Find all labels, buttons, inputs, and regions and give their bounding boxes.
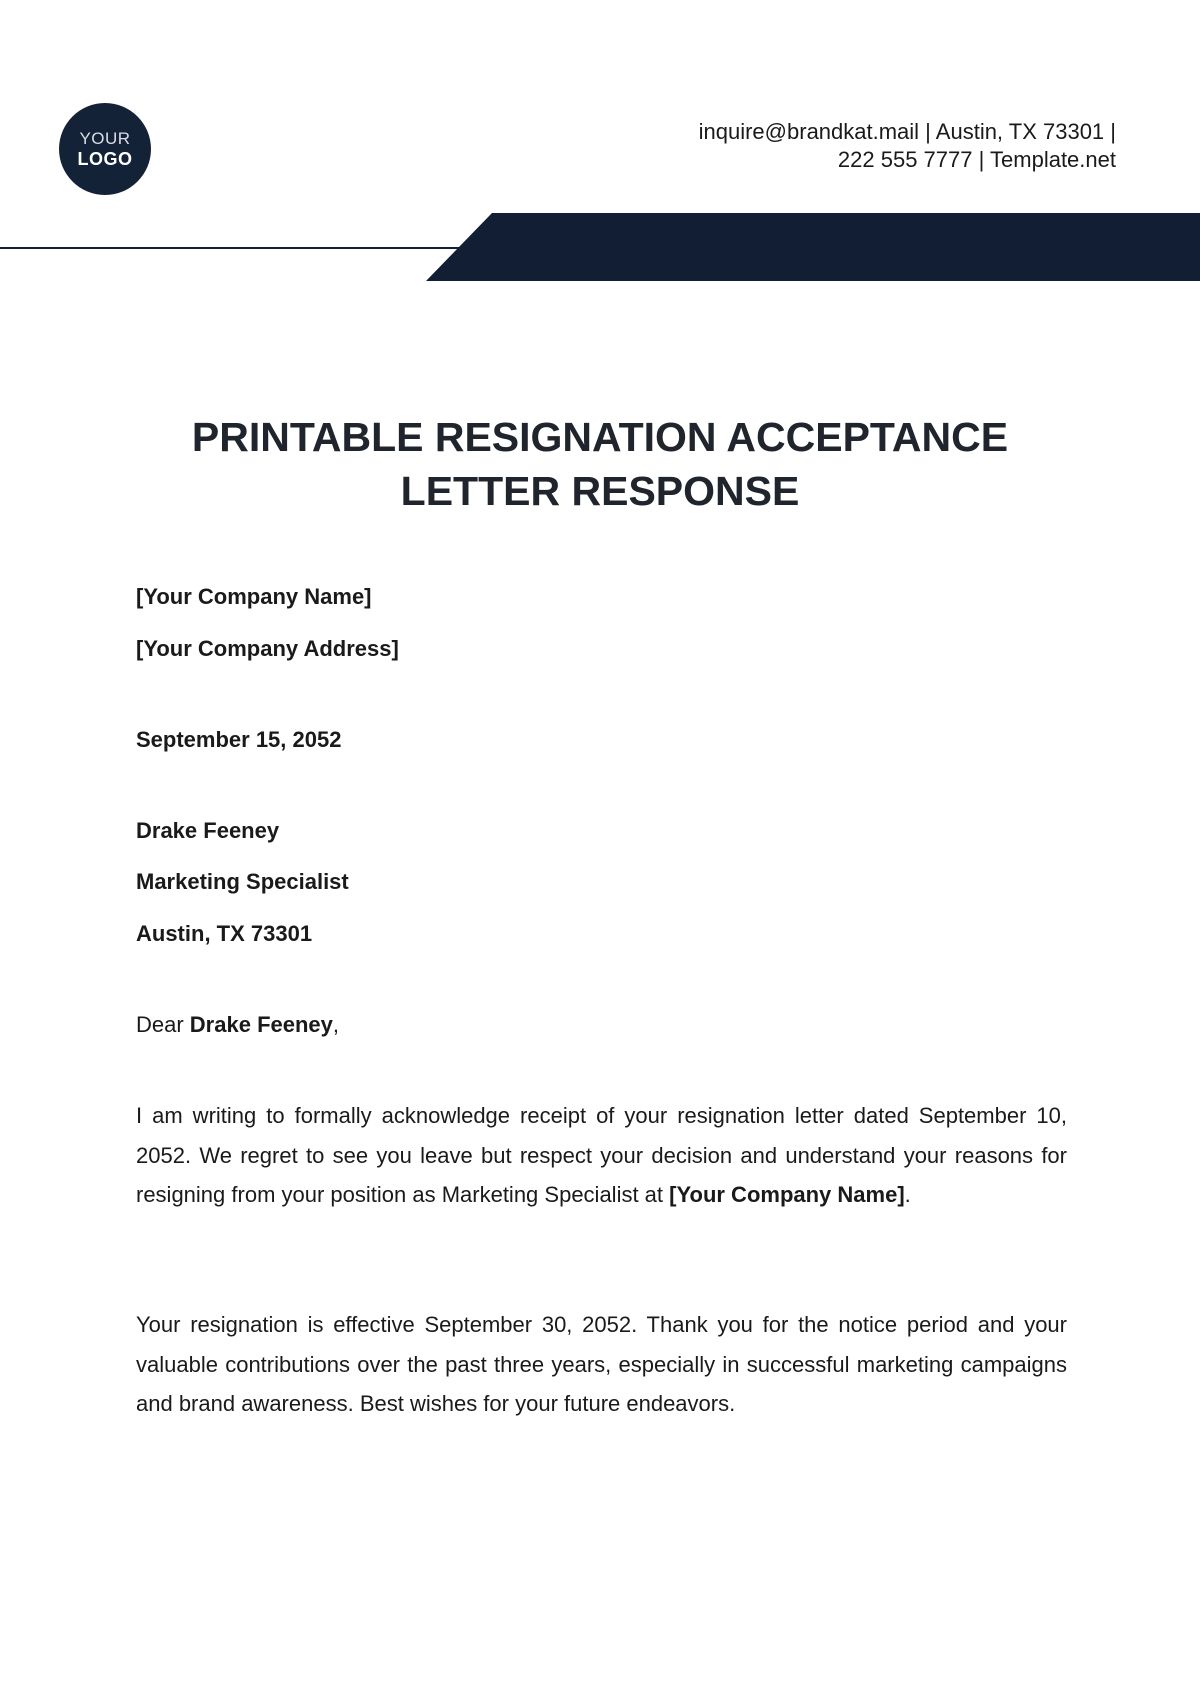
recipient-location: Austin, TX 73301: [136, 921, 313, 946]
salutation-suffix: ,: [332, 1012, 340, 1037]
paragraph-1-end: .: [904, 1182, 911, 1207]
salutation-prefix: Dear: [136, 1012, 190, 1037]
company-logo: [59, 103, 151, 195]
title-line-1: PRINTABLE RESIGNATION ACCEPTANCE: [191, 414, 1009, 460]
contact-info: [516, 118, 1116, 174]
recipient-title: Marketing Specialist: [136, 869, 349, 894]
salutation: [136, 1011, 339, 1039]
contact-line-2: 222 555 7777 | Template.net: [837, 147, 1116, 172]
title-line-2: LETTER RESPONSE: [400, 468, 800, 514]
logo-text-bottom: LOGO: [77, 149, 133, 169]
body-paragraph-2: Your resignation is effective September 30, 2052. Thank you for the notice period and your valuable contributions over the past three years, especially in successful marketing campaigns and brand awareness. Best wishes for your future endeavors.: [136, 1312, 1067, 1416]
recipient-name: Drake Feeney: [136, 818, 280, 843]
paragraph-1-company: [Your Company Name]: [669, 1182, 905, 1207]
paragraph-1-text: I am writing to formally acknowledge receipt of your resignation letter dated September 10, 2052. We regret to see you leave but respect your decision and understand your reasons for resigning from your position as Marketing Specialist at: [136, 1103, 1067, 1207]
sender-company-name: [Your Company Name]: [136, 584, 372, 609]
sender-company-address: [Your Company Address]: [136, 636, 399, 661]
body-paragraph-1: [136, 1096, 1067, 1215]
letter-date: September 15, 2052: [136, 727, 342, 752]
logo-text-top: YOUR: [79, 129, 131, 148]
contact-line-1: inquire@brandkat.mail | Austin, TX 73301 |: [698, 119, 1116, 144]
document-title: [100, 410, 1100, 518]
header-band: [426, 213, 1200, 281]
salutation-name: Drake Feeney: [189, 1012, 333, 1037]
header-rule: [0, 247, 470, 249]
